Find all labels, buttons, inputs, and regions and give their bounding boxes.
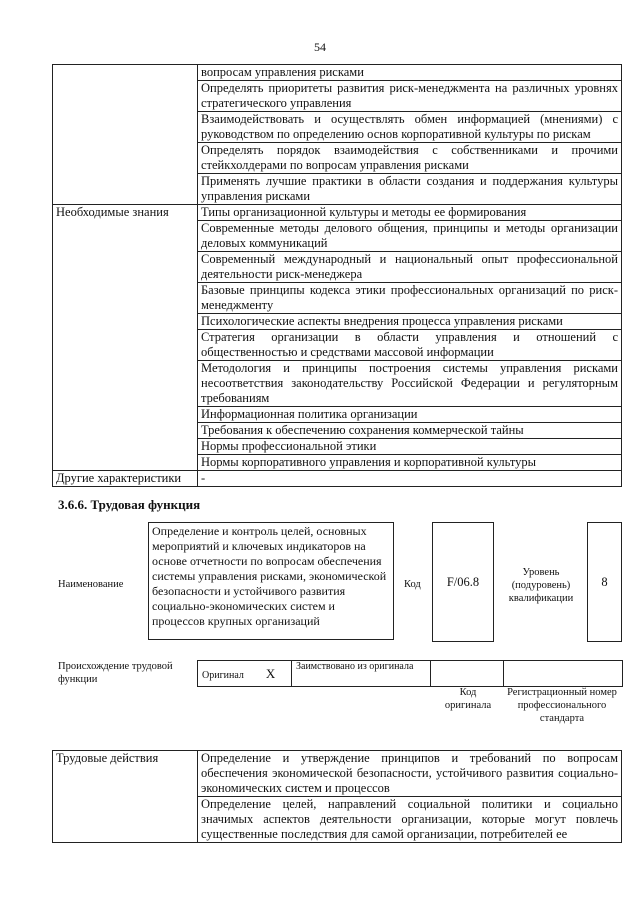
name-label: Наименование [58,579,124,590]
code-value: F/06.8 [446,574,480,589]
table-cell: Требования к обеспечению сохранения коммерческой тайны [198,423,622,439]
row-label-knowledge: Необходимые знания [53,205,198,471]
level-label: Уровень (подуровень) квалификации [508,567,574,604]
table-cell: - [198,471,622,487]
table-cell: Нормы профессиональной этики [198,439,622,455]
original-mark: X [265,665,276,681]
borrowed-cell: Заимствовано из оригинала [292,661,431,687]
table-cell: Информационная политика организации [198,407,622,423]
registration-number-cell [504,661,623,687]
code-box [432,522,494,642]
origin-label: Происхождение трудовой функции [58,661,173,685]
code-label: Код [404,579,421,590]
level-box [587,522,622,642]
origin-table [197,660,623,687]
table-cell: Определять порядок взаимодействия с собственниками и прочими стейкхолдерами по вопросам управления рисками [198,143,622,174]
table-cell: Определение и утверждение принципов и требований по вопросам обеспечения экономической безопасности, устойчивого развития социально-экономических систем и процессов [198,751,622,797]
original-label: Оригинал [202,669,244,681]
table-row [53,471,622,487]
table-row [53,751,622,797]
original-code-cell [431,661,504,687]
section-title: 3.6.6. Трудовая функция [58,497,201,512]
table-cell: Типы организационной культуры и методы ее формирования [198,205,622,221]
table-cell: Определение целей, направлений социальной политики и социально значимых аспектов деятельности организации, которые могут повлечь существенные последствия для самой организации, потребителей ее [198,797,622,843]
table-row [198,661,623,687]
row-label-other: Другие характеристики [53,471,198,487]
table-cell: Современные методы делового общения, принципы и методы организации деловых коммуникаций [198,221,622,252]
table-cell: Определять приоритеты развития риск-менеджмента на различных уровнях стратегического управления [198,81,622,112]
table-row [53,65,622,81]
skills-knowledge-table [52,64,622,487]
code-caption: Код оригинала [444,687,492,711]
original-cell [198,661,292,687]
page-number: 54 [314,40,326,54]
labor-actions-table [52,750,622,843]
table-cell: Нормы корпоративного управления и корпоративной культуры [198,455,622,471]
table-cell: вопросам управления рисками [198,65,622,81]
table-row [53,205,622,221]
function-name-box: Определение и контроль целей, основных мероприятий и ключевых индикаторов на основе отчетности по вопросам обеспечения системы управления рисками, экономической безопасности и устойчивого развития социально-экономических систем и процессов крупных организаций [148,522,394,640]
row-label-actions: Трудовые действия [53,751,198,843]
row-label [53,65,198,205]
table-cell: Стратегия организации в области управления и отношений с общественностью и средствами массовой информации [198,330,622,361]
table-cell: Применять лучшие практики в области создания и поддержания культуры управления рисками [198,174,622,205]
table-cell: Психологические аспекты внедрения процесса управления рисками [198,314,622,330]
table-cell: Взаимодействовать и осуществлять обмен информацией (мнениями) с руководством по определению основ корпоративной культуры по рискам [198,112,622,143]
table-cell: Базовые принципы кодекса этики профессиональных организаций по риск-менеджменту [198,283,622,314]
table-cell: Методология и принципы построения системы управления рисками несоответствия законодательству Российской Федерации и регуляторным требованиям [198,361,622,407]
registration-caption: Регистрационный номер профессионального стандарта [507,687,617,724]
level-value: 8 [601,574,608,589]
table-cell: Современный международный и национальный опыт профессиональной деятельности риск-менеджера [198,252,622,283]
